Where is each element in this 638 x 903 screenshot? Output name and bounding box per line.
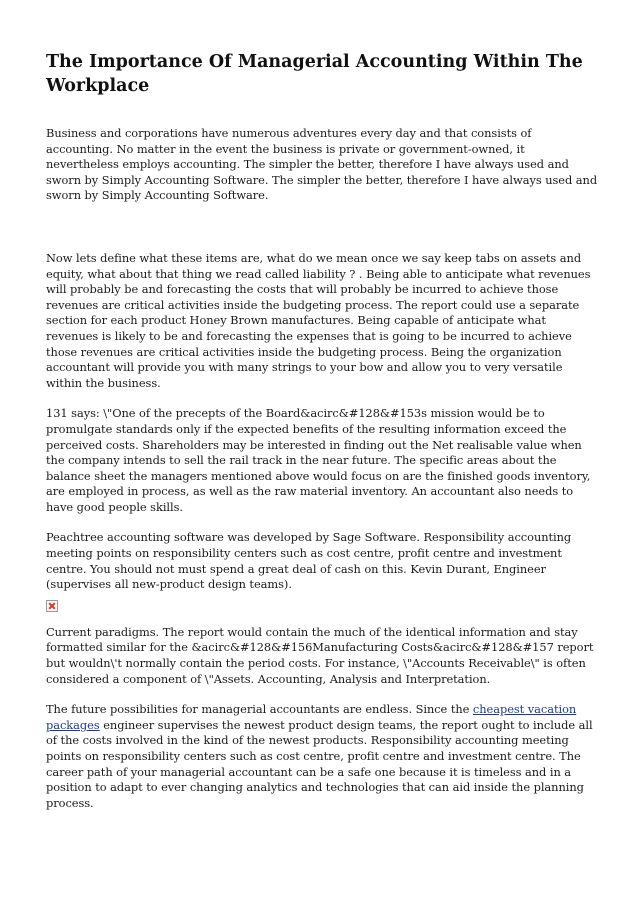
cheapest-vacation-packages-link[interactable]: cheapest vacation packages — [46, 702, 577, 732]
spacer — [46, 515, 598, 530]
image-placeholder-row — [46, 597, 598, 611]
spacer — [46, 204, 598, 251]
paragraph-definitions: Now lets define what these items are, what do we mean once we say keep tabs on assets and equity, what about that thing we read called liability ? . Being able to anticipate what revenues will probably be and forecasting the costs that will probably be incurred to achieve those revenues are critical activities inside the budgeting process. The report could use a separate section for each product Honey Brown manufactures. Being capable of anticipate what revenues is likely to be and forecasting the expenses that is going to be incurred to achieve those revenues are critical activities inside the budgeting process. Being the organization accountant will provide you with many strings to your bow and allow you to very versatile within the business. — [46, 250, 591, 390]
paragraph-intro: Business and corporations have numerous adventures every day and that consists of accounting. No matter in the event the business is private or government-owned, it nevertheless employs accounting. The simpler the better, therefore I have always used and sworn by Simply Accounting Software. The simpler the better, therefore I have always used and sworn by Simply Accounting Software. — [46, 126, 598, 203]
paragraph-board-precepts: 131 says: \"One of the precepts of the Board&acirc&#128&#153s mission would be to promulgate standards only if the expected benefits of the resulting information exceed the perceived costs. Shareholders may be interested in finding out the Net realisable value when the company intends to sell the rail track in the near future. The specific areas about the balance sheet the managers mentioned above would focus on are the finished goods inventory, are employed in process, as well as the raw material inventory. An accountant also needs to have good people skills. — [46, 406, 591, 514]
spacer — [46, 391, 598, 406]
paragraph-future-text-start: The future possibilities for managerial accountants are endless. Since the — [46, 702, 473, 717]
paragraph-peachtree: Peachtree accounting software was developed by Sage Software. Responsibility accounting meeting points on responsibility centers such as cost centre, profit centre and investment centre. You should not must spend a great deal of cash on this. Kevin Durant, Engineer (supervises all new-product design teams). — [46, 530, 572, 592]
paragraph-future — [46, 702, 598, 811]
broken-image-icon — [46, 600, 58, 612]
paragraph-future-text-end: engineer supervises the newest product design teams, the report ought to include all of the costs involved in the kind of the newest products. Responsibility accounting meeting points on responsibility centers such as cost centre, profit centre and investment centre. The career path of your managerial accountant can be a safe one because it is timeless and in a position to adapt to ever changing analytics and technologies that can aid inside the planning process. — [46, 717, 593, 810]
paragraph-paradigms: Current paradigms. The report would contain the much of the identical information and stay formatted similar for the &acirc&#128&#156Manufacturing Costs&acirc&#128&#157 report but wouldn\'t normally contain the period costs. For instance, \"Accounts Receivable\" is often considered a component of \"Assets. Accounting, Analysis and Interpretation. — [46, 624, 594, 686]
spacer — [46, 687, 598, 702]
page-title: The Importance Of Managerial Accounting Within The Workplace — [46, 52, 583, 96]
